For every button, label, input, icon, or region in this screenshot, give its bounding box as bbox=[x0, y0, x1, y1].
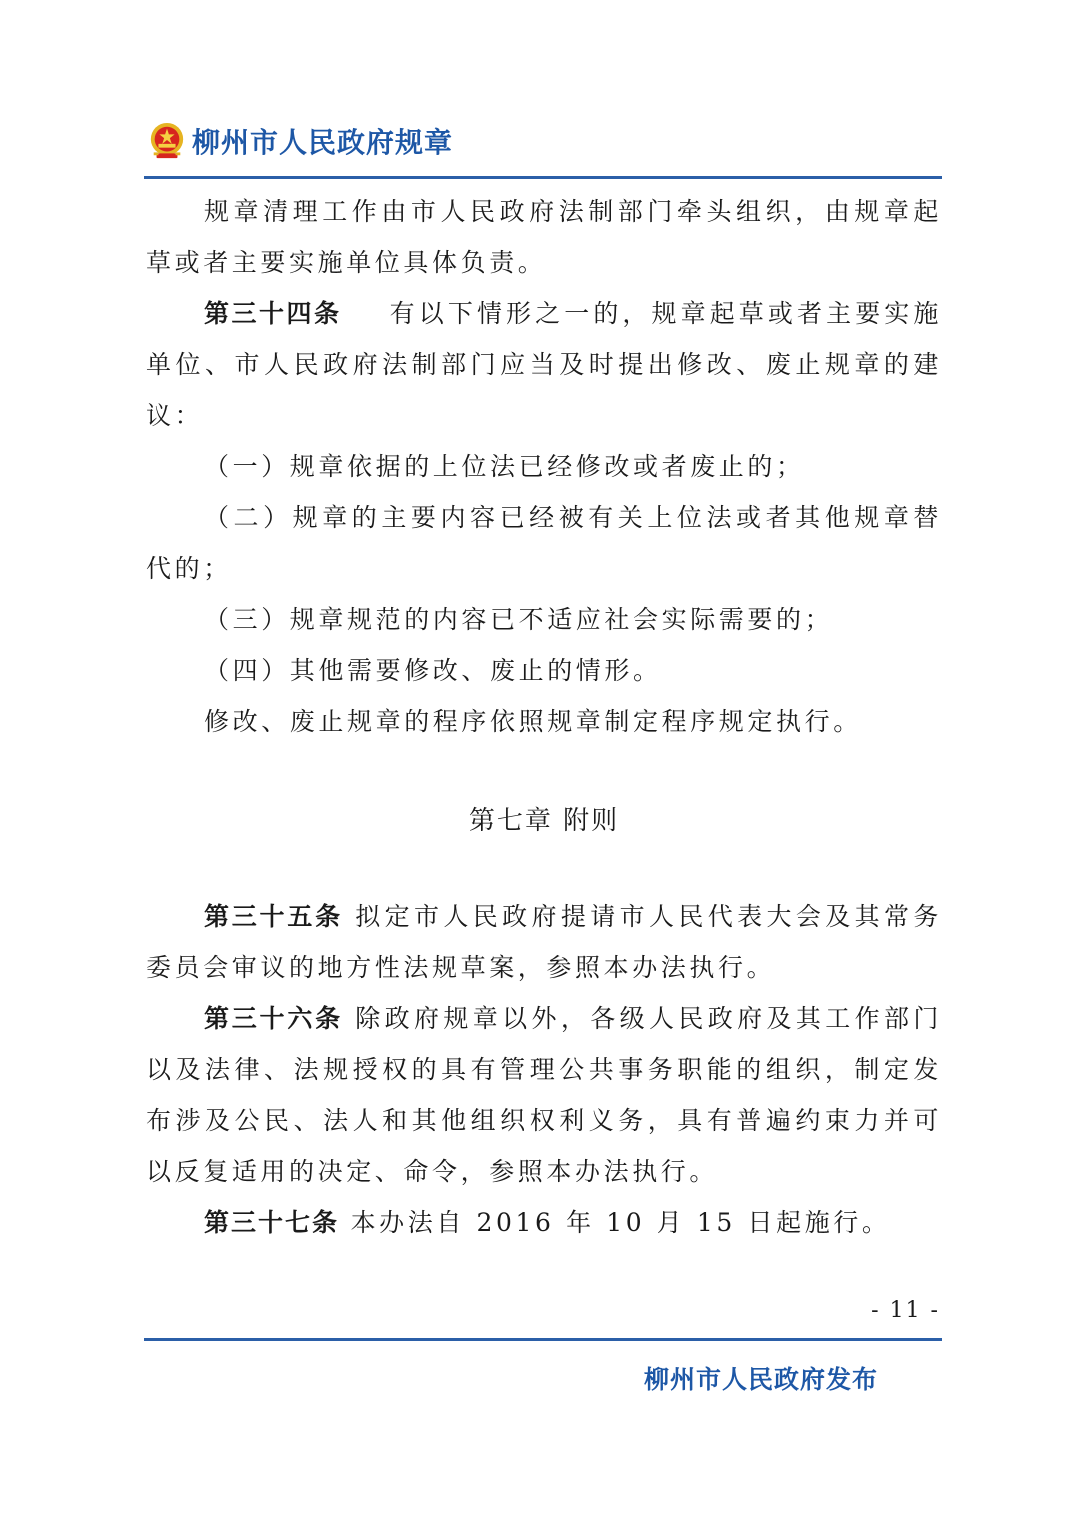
article-37 bbox=[146, 1197, 942, 1248]
paragraph: 规章清理工作由市人民政府法制部门牵头组织，由规章起草或者主要实施单位具体负责。 bbox=[146, 197, 942, 277]
footer-divider bbox=[144, 1338, 942, 1341]
page-header bbox=[148, 116, 453, 166]
article-34 bbox=[146, 288, 942, 441]
page-number: - 11 - bbox=[871, 1298, 940, 1323]
article-text: 本办法自 2016 年 10 月 15 日起施行。 bbox=[350, 1208, 891, 1237]
article-35 bbox=[146, 891, 942, 993]
chapter-title: 第七章 附则 bbox=[468, 806, 620, 836]
document-body bbox=[146, 186, 942, 1248]
list-item: （二）规章的主要内容已经被有关上位法或者其他规章替代的； bbox=[146, 503, 942, 583]
article-text: 除政府规章以外，各级人民政府及其工作部门以及法律、法规授权的具有管理公共事务职能的组织，制定发布涉及公民、法人和其他组织权利义务，具有普遍约束力并可以反复适用的决定、命令，参照本办法执行。 bbox=[146, 1004, 942, 1186]
article-36 bbox=[146, 993, 942, 1197]
article-text: 拟定市人民政府提请市人民代表大会及其常务委员会审议的地方性法规草案，参照本办法执行。 bbox=[146, 902, 942, 982]
article-label: 第三十四条 bbox=[204, 299, 342, 328]
header-title: 柳州市人民政府规章 bbox=[192, 126, 454, 159]
paragraph: 修改、废止规章的程序依照规章制定程序规定执行。 bbox=[204, 707, 862, 736]
list-item: （三）规章规范的内容已不适应社会实际需要的； bbox=[204, 605, 834, 634]
header-divider bbox=[144, 176, 942, 179]
article-text: 有以下情形之一的，规章起草或者主要实施单位、市人民政府法制部门应当及时提出修改、废止规章的建议： bbox=[146, 299, 942, 430]
article-label: 第三十六条 bbox=[204, 1004, 343, 1033]
list-item: （四）其他需要修改、废止的情形。 bbox=[204, 656, 662, 685]
list-item: （一）规章依据的上位法已经修改或者废止的； bbox=[204, 452, 805, 481]
article-label: 第三十五条 bbox=[204, 902, 343, 931]
footer-publisher: 柳州市人民政府发布 bbox=[643, 1365, 878, 1394]
article-label: 第三十七条 bbox=[204, 1208, 340, 1237]
national-emblem-icon bbox=[148, 121, 186, 161]
